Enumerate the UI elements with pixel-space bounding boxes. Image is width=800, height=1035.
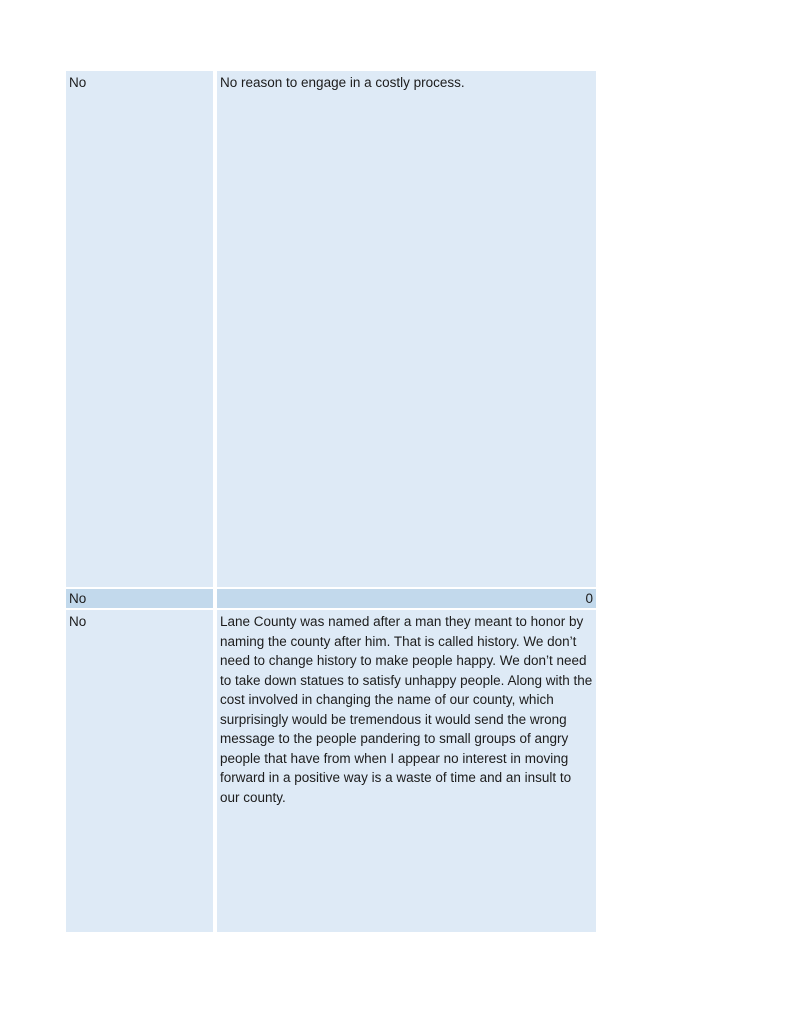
answer-cell-row2 — [66, 589, 213, 608]
answer-text: No — [69, 75, 87, 90]
comment-cell-row1 — [217, 71, 596, 587]
comment-text: No reason to engage in a costly process. — [220, 75, 465, 90]
comment-cell-row3 — [217, 610, 596, 932]
count-cell-row2 — [217, 589, 596, 608]
answer-text: No — [69, 590, 87, 606]
comment-text: Lane County was named after a man they meant to honor by naming the county after him. That is called history. We don’t need to change history to make people happy. We don’t need to take down statues to satisfy unhappy people. Along with the cost involved in changing the name of our county, which surprisingly would be tremendous it would send the wrong message to the people pandering to small groups of angry people that have from when I appear no interest in moving forward in a positive way is a waste of time and an insult to our county. — [220, 614, 593, 805]
answer-text: No — [69, 614, 87, 629]
answer-cell-row1 — [66, 71, 213, 587]
answer-cell-row3 — [66, 610, 213, 932]
response-table — [66, 71, 596, 932]
count-value: 0 — [585, 590, 593, 606]
